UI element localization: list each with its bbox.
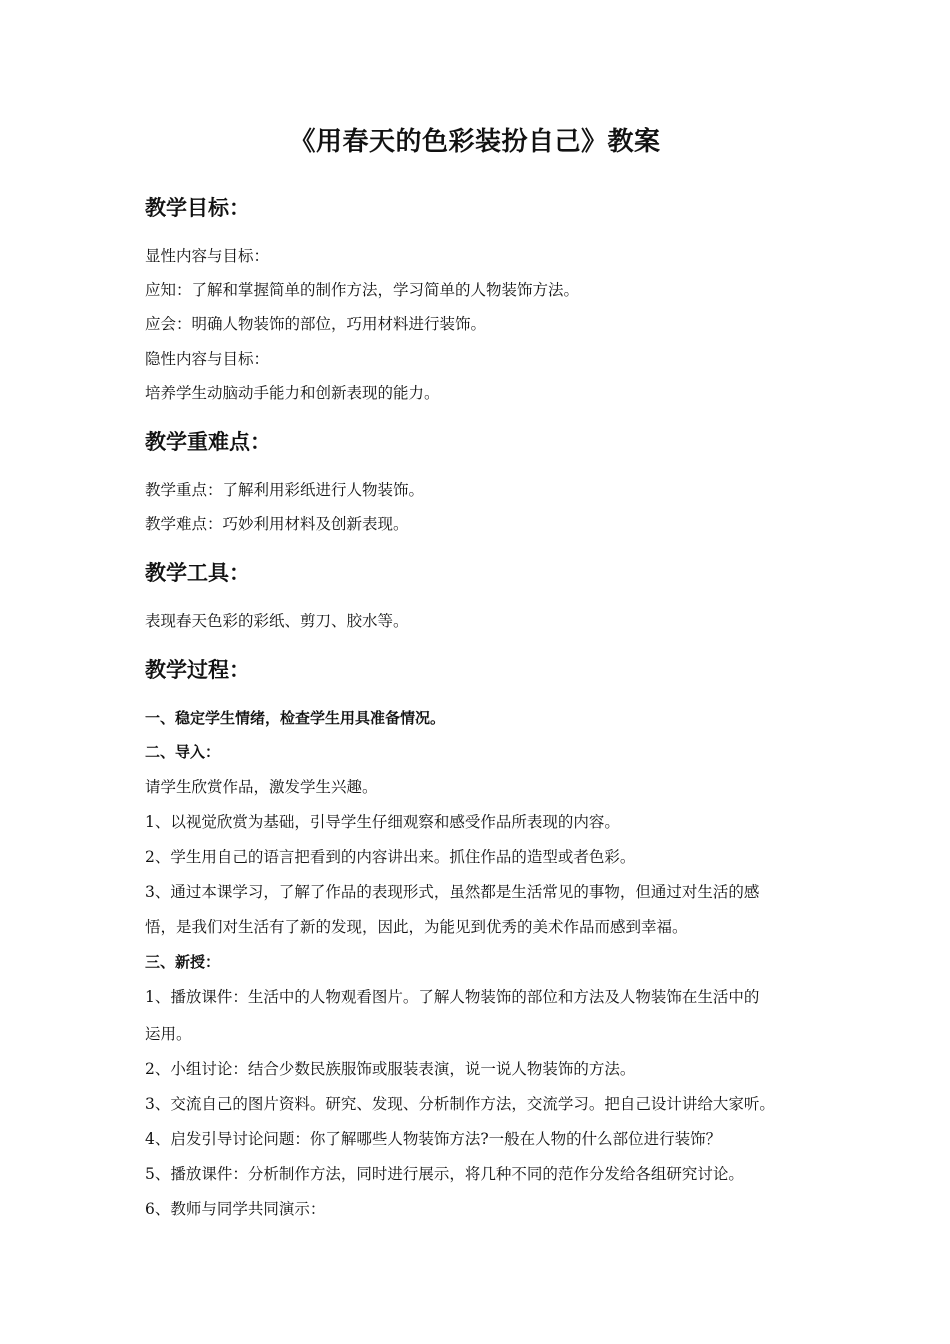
new-line-1: 1、播放课件：生活中的人物观看图片。了解人物装饰的部位和方法及人物装饰在生活中的 [145, 988, 760, 1006]
new-line-3: 2、小组讨论：结合少数民族服饰或服装表演，说一说人物装饰的方法。 [145, 1060, 636, 1078]
heading-teaching-tools: 教学工具： [145, 561, 250, 585]
key-points-line-2: 教学难点：巧妙利用材料及创新表现。 [145, 515, 409, 533]
new-line-7: 6、教师与同学共同演示： [145, 1200, 326, 1218]
key-points-line-1: 教学重点：了解利用彩纸进行人物装饰。 [145, 481, 425, 499]
intro-line-3: 2、学生用自己的语言把看到的内容讲出来。抓住作品的造型或者色彩。 [145, 848, 636, 866]
goals-line-1: 显性内容与目标： [145, 247, 270, 265]
heading-teaching-process: 教学过程： [145, 658, 250, 682]
goals-line-5: 培养学生动脑动手能力和创新表现的能力。 [145, 384, 440, 402]
goals-line-2: 应知：了解和掌握简单的制作方法，学习简单的人物装饰方法。 [145, 281, 580, 299]
new-line-4: 3、交流自己的图片资料。研究、发现、分析制作方法，交流学习。把自己设计讲给大家听。 [145, 1095, 775, 1113]
intro-line-2: 1、以视觉欣赏为基础，引导学生仔细观察和感受作品所表现的内容。 [145, 813, 620, 831]
new-line-6: 5、播放课件：分析制作方法，同时进行展示，将几种不同的范作分发给各组研究讨论。 [145, 1165, 744, 1183]
process-step-2: 二、导入： [145, 743, 221, 761]
document-title: 《用春天的色彩装扮自己》教案 [289, 127, 661, 157]
process-step-1: 一、稳定学生情绪，检查学生用具准备情况。 [145, 709, 446, 727]
goals-line-4: 隐性内容与目标： [145, 350, 270, 368]
new-line-5: 4、启发引导讨论问题：你了解哪些人物装饰方法?一般在人物的什么部位进行装饰？ [145, 1130, 722, 1148]
tools-line-1: 表现春天色彩的彩纸、剪刀、胶水等。 [145, 612, 409, 630]
intro-line-1: 请学生欣赏作品，激发学生兴趣。 [145, 778, 378, 796]
intro-line-5: 悟，是我们对生活有了新的发现，因此，为能见到优秀的美术作品而感到幸福。 [145, 918, 688, 936]
heading-key-points: 教学重难点： [145, 430, 271, 454]
heading-teaching-goals: 教学目标： [145, 196, 250, 220]
goals-line-3: 应会：明确人物装饰的部位，巧用材料进行装饰。 [145, 315, 487, 333]
new-line-2: 运用。 [145, 1025, 192, 1043]
intro-line-4: 3、通过本课学习，了解了作品的表现形式，虽然都是生活常见的事物，但通过对生活的感 [145, 883, 760, 901]
process-step-3: 三、新授： [145, 953, 221, 971]
